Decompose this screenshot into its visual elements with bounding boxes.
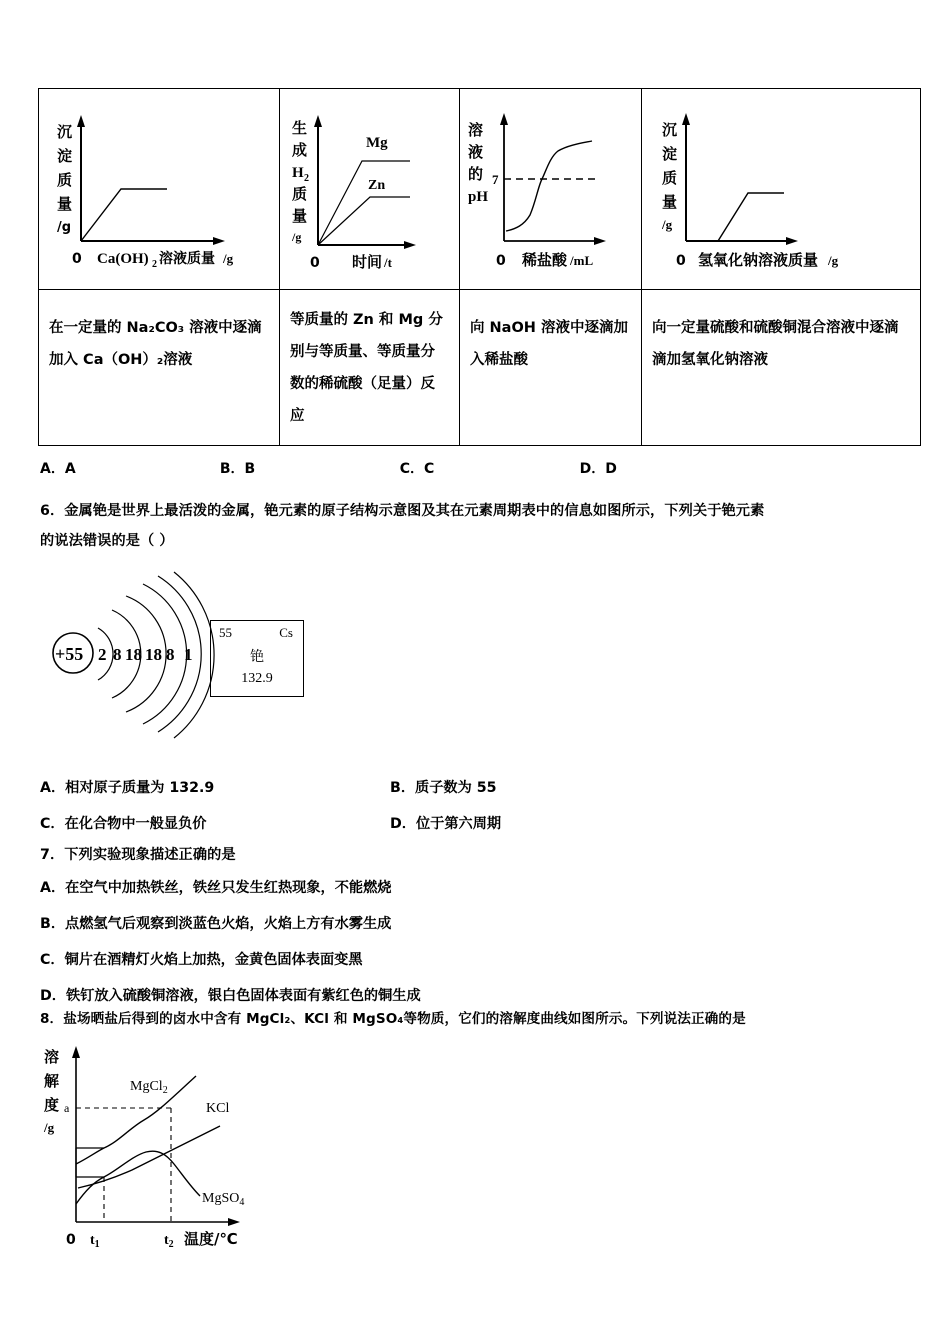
chart-xlabel: 温度/℃ — [184, 1230, 238, 1248]
question6-options — [40, 770, 740, 842]
svg-text:液: 液 — [468, 143, 484, 161]
svg-text:稀盐酸: 稀盐酸 — [522, 251, 568, 269]
chart-ylabel-char1: 溶 — [44, 1048, 60, 1066]
chart-ylabel-char2: 解 — [44, 1072, 60, 1090]
question5-option-c[interactable]: C．C — [399, 461, 435, 477]
svg-text:成: 成 — [292, 141, 308, 159]
element-atomic-number: 55 — [219, 625, 232, 640]
table-cell-graph-a — [39, 89, 280, 290]
element-chinese-name: 铯 — [250, 649, 264, 665]
question5-options — [40, 458, 920, 478]
question6-stem-text1: 金属铯是世界上最活泼的金属，铯元素的原子结构示意图及其在元素周期表中的信息如图所示，下列关于铯元素 — [64, 503, 765, 519]
question5-option-a[interactable]: A．A — [40, 461, 76, 477]
description-a: 在一定量的 Na₂CO₃ 溶液中逐滴加入 Ca（OH）₂溶液 — [49, 320, 262, 368]
table-cell-graph-b — [280, 89, 460, 290]
question7-option-c[interactable]: C．铜片在酒精灯火焰上加热，金黄色固体表面变黑 — [40, 952, 363, 968]
question7-option-b[interactable]: B．点燃氢气后观察到淡蓝色火焰，火焰上方有水雾生成 — [40, 916, 392, 932]
element-symbol: Cs — [279, 625, 293, 640]
graph-a — [39, 89, 279, 289]
solubility-curve-chart — [34, 1032, 284, 1267]
graph-c-svg — [460, 89, 639, 287]
question7-options — [40, 870, 740, 1014]
graph-c — [460, 89, 641, 289]
question6-number: 6． — [40, 503, 65, 519]
series-label-mgso4: MgSO$_4$ — [202, 1191, 245, 1208]
svg-text:沉: 沉 — [57, 123, 73, 141]
graph-d — [642, 89, 920, 289]
question6-option-c[interactable]: C．在化合物中一般显负价 — [40, 816, 207, 832]
chart-ylabel-char3: 度 — [44, 1096, 60, 1114]
svg-text:0: 0 — [72, 251, 82, 267]
shell-count-6: 1 — [184, 645, 193, 664]
graph-b-svg — [280, 89, 457, 287]
element-info-box — [210, 620, 304, 697]
svg-text:沉: 沉 — [662, 121, 678, 139]
shell-count-1: 2 — [98, 645, 107, 664]
svg-text:的: 的 — [468, 165, 484, 183]
question6-option-a[interactable]: A．相对原子质量为 132.9 — [40, 780, 215, 796]
chart-xtick-0: 0 — [66, 1232, 76, 1248]
question6-option-d[interactable]: D．位于第六周期 — [390, 816, 502, 832]
chart-xtick-t1: $t_1$ — [90, 1233, 100, 1250]
svg-text:氢氧化钠溶液质量: 氢氧化钠溶液质量 — [698, 251, 819, 269]
chart-xtick-t2: $t_2$ — [164, 1233, 174, 1250]
element-atomic-mass: 132.9 — [241, 671, 273, 686]
question7-option-d[interactable]: D．铁钉放入硫酸铜溶液，银白色固体表面有紫红色的铜生成 — [40, 988, 421, 1004]
svg-text:/t: /t — [384, 255, 392, 270]
svg-text:Ca(OH): Ca(OH) — [97, 251, 149, 267]
cesium-atom-diagram — [40, 570, 370, 750]
svg-text:/g: /g — [828, 253, 839, 268]
question7-stem: 7．下列实验现象描述正确的是 — [40, 847, 236, 863]
svg-text:Mg: Mg — [366, 135, 388, 151]
svg-text:/g: /g — [662, 217, 673, 232]
svg-text:质: 质 — [292, 185, 308, 203]
question8-stem: 8．盐场晒盐后得到的卤水中含有 MgCl₂、KCl 和 MgSO₄等物质，它们的溶解度曲线如图所示。下列说法正确的是 — [40, 1011, 746, 1027]
table-row-descriptions — [39, 290, 921, 446]
description-c: 向 NaOH 溶液中逐滴加入稀盐酸 — [470, 320, 628, 368]
shell-count-5: 8 — [166, 645, 175, 664]
table-cell-graph-c — [460, 89, 642, 290]
shell-count-3: 18 — [125, 645, 142, 664]
table-row-graphs — [39, 89, 921, 290]
series-kcl-curve — [78, 1126, 220, 1188]
svg-text:/g: /g — [57, 220, 72, 235]
graph-a-svg — [39, 89, 277, 287]
question5-option-d[interactable]: D．D — [579, 461, 617, 477]
svg-text:淀: 淀 — [662, 145, 678, 163]
svg-text:/mL: /mL — [570, 253, 594, 268]
question5-table — [38, 88, 921, 446]
description-d: 向一定量硫酸和硫酸铜混合溶液中逐滴滴加氢氧化钠溶液 — [652, 320, 899, 368]
series-label-kcl: KCl — [206, 1101, 230, 1116]
description-b: 等质量的 Zn 和 Mg 分别与等质量、等质量分数的稀硫酸（足量）反应 — [290, 312, 443, 424]
table-cell-desc-a — [39, 290, 280, 446]
question5-option-b[interactable]: B．B — [219, 461, 256, 477]
svg-text:7: 7 — [492, 172, 499, 187]
svg-text:时间: 时间 — [352, 253, 383, 271]
question6-option-b[interactable]: B．质子数为 55 — [390, 780, 497, 796]
svg-text:2: 2 — [152, 259, 157, 270]
svg-text:0: 0 — [310, 255, 320, 271]
svg-text:0: 0 — [496, 253, 506, 269]
table-cell-graph-d — [642, 89, 921, 290]
svg-text:质: 质 — [662, 169, 678, 187]
svg-text:Zn: Zn — [368, 178, 386, 193]
svg-text:量: 量 — [662, 193, 678, 211]
svg-text:生: 生 — [292, 119, 308, 137]
svg-text:2: 2 — [304, 173, 309, 184]
svg-text:溶液质量: 溶液质量 — [159, 251, 215, 267]
shell-count-2: 8 — [113, 645, 122, 664]
graph-b — [280, 89, 459, 289]
nucleus-charge-label: +55 — [55, 644, 84, 664]
chart-ylabel-unit: /g — [44, 1120, 55, 1135]
question6-stem-line2: 的说法错误的是（ ） — [40, 533, 174, 549]
svg-text:0: 0 — [676, 253, 686, 269]
svg-text:H: H — [292, 165, 304, 181]
svg-text:溶: 溶 — [468, 121, 484, 139]
series-label-mgcl2: MgCl$_2$ — [130, 1079, 168, 1096]
table-cell-desc-b — [280, 290, 460, 446]
shell-count-4: 18 — [145, 645, 162, 664]
svg-text:质: 质 — [57, 171, 73, 189]
svg-text:淀: 淀 — [57, 147, 73, 165]
svg-text:pH: pH — [468, 189, 489, 205]
svg-text:量: 量 — [57, 195, 73, 213]
svg-text:量: 量 — [292, 207, 308, 225]
table-cell-desc-c — [460, 290, 642, 446]
question7-option-a[interactable]: A．在空气中加热铁丝，铁丝只发生红热现象，不能燃烧 — [40, 880, 392, 896]
svg-text:/g: /g — [292, 230, 302, 244]
table-cell-desc-d — [642, 290, 921, 446]
svg-text:/g: /g — [223, 251, 234, 266]
graph-d-svg — [642, 89, 918, 287]
chart-ytick-a: a — [64, 1101, 70, 1115]
question6-stem-line1 — [40, 496, 930, 526]
